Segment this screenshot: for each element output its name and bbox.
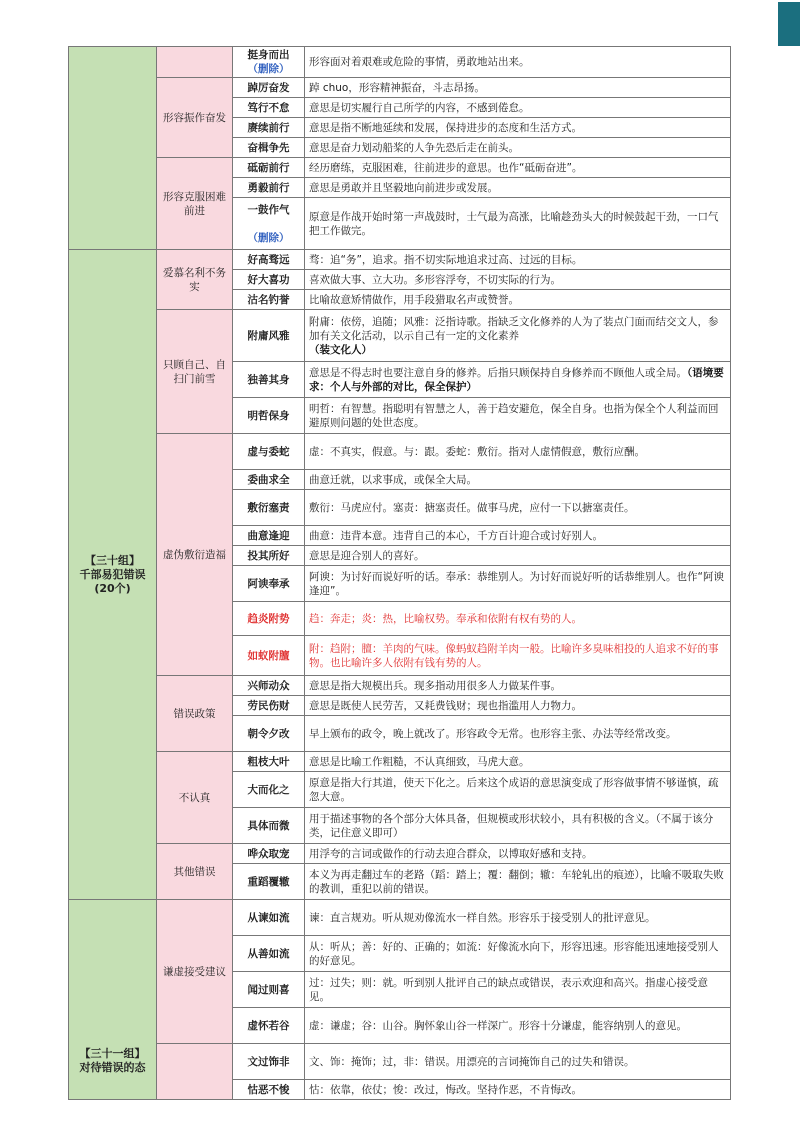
idiom-cell: 赓续前行: [233, 118, 305, 138]
meaning-cell: 敷衍：马虎应付。塞责：搪塞责任。做事马虎，应付一下以搪塞责任。: [305, 490, 731, 526]
idiom-cell: 粗枝大叶: [233, 752, 305, 772]
group-31-cell: 【三十一组】 对待错误的态: [69, 900, 157, 1100]
idiom-cell: 砥砺前行: [233, 158, 305, 178]
table-row: [69, 158, 731, 178]
subcategory-careless: 不认真: [157, 752, 233, 844]
meaning-cell: 原意是指大行其道，使天下化之。后来这个成语的意思演变成了形容做事情不够谨慎，疏忽大意。: [305, 772, 731, 808]
idiom-cell: 怙恶不悛: [233, 1080, 305, 1100]
idiom-cell: 踔厉奋发: [233, 78, 305, 98]
meaning-cell: 趋：奔走；炎：热，比喻权势。奉承和依附有权有势的人。: [305, 602, 731, 636]
table-row: [69, 78, 731, 98]
meaning-cell: 从：听从；善：好的、正确的；如流：好像流水向下，形容迅速。形容能迅速地接受别人的好意见。: [305, 936, 731, 972]
idiom-cell: 哗众取宠: [233, 844, 305, 864]
meaning-cell: 意思是迎合别人的喜好。: [305, 546, 731, 566]
table-row: [69, 47, 731, 78]
subcategory-overcome: 形容克服困难前进: [157, 158, 233, 250]
table-row: [69, 752, 731, 772]
meaning-cell: 用于描述事物的各个部分大体具备，但规模或形状较小，具有积极的含义。（不属于该分类，记住意义即可）: [305, 808, 731, 844]
idiom-cell: 好大喜功: [233, 270, 305, 290]
idiom-cell: 附庸风雅: [233, 310, 305, 362]
idiom-cell: 投其所好: [233, 546, 305, 566]
meaning-cell: 附：趋附；膻：羊肉的气味。像蚂蚁趋附羊肉一般。比喻许多臭味相投的人追求不好的事物。也比喻许多人依附有钱有势的人。: [305, 636, 731, 676]
meaning-cell: 意思是比喻工作粗糙，不认真细致，马虎大意。: [305, 752, 731, 772]
table-row: [69, 434, 731, 470]
idiom-cell: 虚与委蛇: [233, 434, 305, 470]
subcategory-other: 其他错误: [157, 844, 233, 900]
group-30-cell: 【三十组】 千部易犯错误 (20个): [69, 250, 157, 900]
idiom-cell: 大而化之: [233, 772, 305, 808]
idiom-cell: 挺身而出 （删除）: [233, 47, 305, 78]
idiom-cell: 奋楫争先: [233, 138, 305, 158]
idiom-cell: 勇毅前行: [233, 178, 305, 198]
meaning-cell: 附庸：依傍，追随；风雅：泛指诗歌。指缺乏文化修养的人为了装点门面而结交文人，参加有关文化活动，以示自己有一定的文化素养 （装文化人）: [305, 310, 731, 362]
idiom-cell: 朝令夕改: [233, 716, 305, 752]
idiom-cell: 趋炎附势: [233, 602, 305, 636]
idiom-cell: 好高骛远: [233, 250, 305, 270]
meaning-cell: 意思是奋力划动船桨的人争先恐后走在前头。: [305, 138, 731, 158]
table-row: [69, 250, 731, 270]
idiom-cell: 从善如流: [233, 936, 305, 972]
meaning-cell: 踔 chuo，形容精神振奋，斗志昂扬。: [305, 78, 731, 98]
meaning-cell: 原意是作战开始时第一声战鼓时，士气最为高涨，比喻趁劲头大的时候鼓起干劲，一口气把工作做完。: [305, 198, 731, 250]
idiom-cell: 兴师动众: [233, 676, 305, 696]
idiom-cell: 一鼓作气 （删除）: [233, 198, 305, 250]
subcategory-self: 只顾自己、自扫门前雪: [157, 310, 233, 434]
meaning-cell: 文、饰：掩饰；过，非：错误。用漂亮的言词掩饰自己的过失和错误。: [305, 1044, 731, 1080]
deleted-tag: （删除）: [247, 63, 290, 75]
subcategory-fake: 虚伪敷衍造福: [157, 434, 233, 676]
meaning-cell: 意思是指不断地延续和发展，保持进步的态度和生活方式。: [305, 118, 731, 138]
meaning-cell: 明哲：有智慧。指聪明有智慧之人，善于趋安避危，保全自身。也指为保全个人利益而回避原则问题的处世态度。: [305, 398, 731, 434]
meaning-cell: 虚：谦虚；谷：山谷。胸怀象山谷一样深广。形容十分谦虚，能容纳别人的意见。: [305, 1008, 731, 1044]
page-tab-marker: [778, 2, 800, 46]
idiom-cell: 如蚁附膻: [233, 636, 305, 676]
meaning-cell: 谏：直言规劝。听从规劝像流水一样自然。形容乐于接受别人的批评意见。: [305, 900, 731, 936]
table-row: [69, 844, 731, 864]
meaning-cell: 意思是不得志时也要注意自身的修养。后指只顾保持自身修养而不顾他人或全局。（语境要求：个人与外部的对比，保全保护）: [305, 362, 731, 398]
idiom-cell: 笃行不怠: [233, 98, 305, 118]
subcategory-humble: 谦虚接受建议: [157, 900, 233, 1044]
subcategory-policy: 错误政策: [157, 676, 233, 752]
meaning-cell: 曲意：违背本意。违背自己的本心，千方百计迎合或讨好别人。: [305, 526, 731, 546]
meaning-cell: 本义为再走翻过车的老路（蹈：踏上；覆：翻倒；辙：车轮轧出的痕迹），比喻不吸取失败的教训，重犯以前的错误。: [305, 864, 731, 900]
idiom-cell: 阿谀奉承: [233, 566, 305, 602]
subcategory-cell: [157, 47, 233, 78]
idiom-table: [68, 46, 731, 1100]
subcategory-brave: 形容振作奋发: [157, 78, 233, 158]
meaning-cell: 骛：追“务”，追求。指不切实际地追求过高、过远的目标。: [305, 250, 731, 270]
meaning-cell: 形容面对着艰难或危险的事情，勇敢地站出来。: [305, 47, 731, 78]
meaning-cell: 阿谀：为讨好而说好听的话。奉承：恭维别人。为讨好而说好听的话恭维别人。也作“阿谀逢迎”。: [305, 566, 731, 602]
deleted-tag: （删除）: [247, 231, 290, 244]
meaning-cell: 意思是勇敢并且坚毅地向前进步或发展。: [305, 178, 731, 198]
idiom-cell: 曲意逢迎: [233, 526, 305, 546]
idiom-cell: 重蹈覆辙: [233, 864, 305, 900]
table-row: [69, 900, 731, 936]
idiom-cell: 敷衍塞责: [233, 490, 305, 526]
idiom-cell: 劳民伤财: [233, 696, 305, 716]
idiom-cell: 沽名钓誉: [233, 290, 305, 310]
meaning-cell: 喜欢做大事、立大功。多形容浮夸，不切实际的行为。: [305, 270, 731, 290]
meaning-cell: 意思是既使人民劳苦，又耗费钱财；现也指滥用人力物力。: [305, 696, 731, 716]
idiom-cell: 明哲保身: [233, 398, 305, 434]
idiom-cell: 虚怀若谷: [233, 1008, 305, 1044]
meaning-cell: 怙：依靠，依仗；悛：改过，悔改。坚持作恶，不肯悔改。: [305, 1080, 731, 1100]
table-row: [69, 1044, 731, 1080]
meaning-cell: 虚：不真实，假意。与：跟。委蛇：敷衍。指对人虚情假意，敷衍应酬。: [305, 434, 731, 470]
subcategory-fame: 爱慕名利不务实: [157, 250, 233, 310]
group-cell-prev: [69, 47, 157, 250]
table-row: [69, 676, 731, 696]
meaning-cell: 早上颁布的政令，晚上就改了。形容政令无常。也形容主张、办法等经常改变。: [305, 716, 731, 752]
meaning-cell: 意思是指大规模出兵。现多指动用很多人力做某件事。: [305, 676, 731, 696]
meaning-cell: 曲意迁就，以求事成，或保全大局。: [305, 470, 731, 490]
meaning-cell: 经历磨练，克服困难，往前进步的意思。也作“砥砺奋进”。: [305, 158, 731, 178]
idiom-cell: 具体而微: [233, 808, 305, 844]
meaning-cell: 意思是切实履行自己所学的内容，不感到倦怠。: [305, 98, 731, 118]
meaning-cell: 过：过失；则：就。听到别人批评自己的缺点或错误，表示欢迎和高兴。指虚心接受意见。: [305, 972, 731, 1008]
idiom-cell: 委曲求全: [233, 470, 305, 490]
subcategory-blank: [157, 1044, 233, 1100]
idiom-cell: 从谏如流: [233, 900, 305, 936]
idiom-cell: 独善其身: [233, 362, 305, 398]
meaning-cell: 比喻故意矫情做作，用手段猎取名声或赞誉。: [305, 290, 731, 310]
idiom-cell: 闻过则喜: [233, 972, 305, 1008]
table-row: [69, 310, 731, 362]
idiom-cell: 文过饰非: [233, 1044, 305, 1080]
meaning-cell: 用浮夸的言词或做作的行动去迎合群众，以博取好感和支持。: [305, 844, 731, 864]
